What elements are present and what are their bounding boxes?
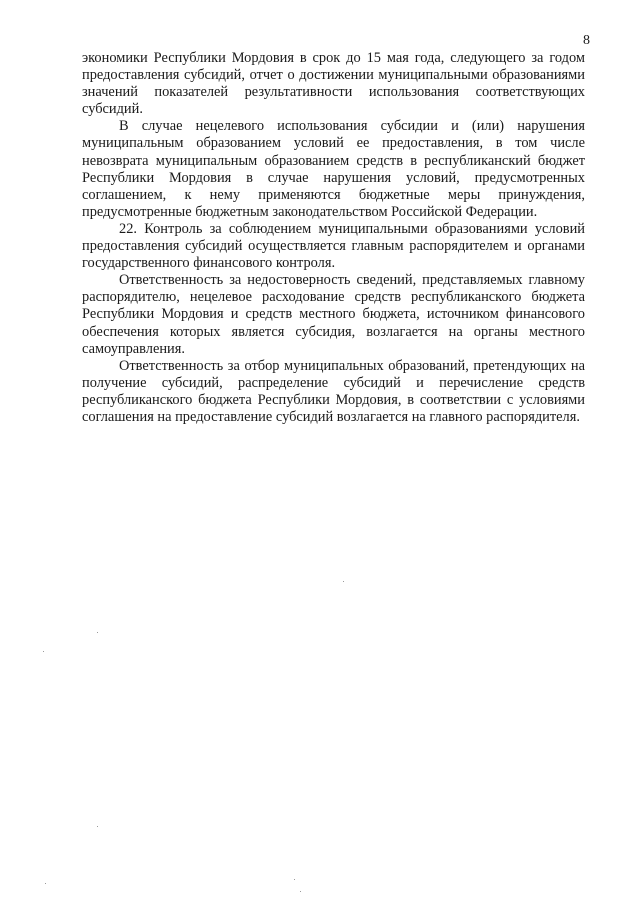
paragraph-responsibility-local-government: Ответственность за недостоверность сведений, представляемых главному распорядителю, нецелевое расходование средств республиканского бюджета Республики Мордовия и средств местного бюджета, источником финансового обеспечения которых является субсидия, возлагается на органы местного самоуправления. — [82, 272, 585, 357]
scan-speck — [45, 883, 46, 884]
document-body — [82, 50, 585, 426]
paragraph-misuse-of-subsidy: В случае нецелевого использования субсидии и (или) нарушения муниципальным образованием условий ее предоставления, в том числе невозврата муниципальным образованием средств в республиканский бюджет Республики Мордовия в случае нарушения условий, предусмотренных соглашением, к нему применяются бюджетные меры принуждения, предусмотренные бюджетным законодательством Российской Федерации. — [82, 118, 585, 220]
scan-speck — [97, 632, 98, 633]
paragraph-responsibility-main-manager: Ответственность за отбор муниципальных образований, претендующих на получение субсидий, распределение субсидий и перечисление средств республиканского бюджета Республики Мордовия, в соответствии с условиями соглашения на предоставление субсидий возлагается на главного распорядителя. — [82, 357, 585, 425]
scan-speck — [43, 651, 44, 652]
page-number: 8 — [583, 33, 590, 48]
scan-speck — [97, 826, 98, 827]
paragraph-continuation: экономики Республики Мордовия в срок до 15 мая года, следующего за годом предоставления субсидий, отчет о достижении муниципальными образованиями значений показателей результативности использования соответствующих субсидий. — [82, 50, 585, 118]
scan-speck — [294, 879, 295, 880]
scan-speck — [343, 581, 344, 582]
paragraph-control-clause-22: 22. Контроль за соблюдением муниципальными образованиями условий предоставления субсидий осуществляется главным распорядителем и органами государственного финансового контроля. — [82, 220, 585, 272]
scan-speck — [300, 891, 301, 892]
